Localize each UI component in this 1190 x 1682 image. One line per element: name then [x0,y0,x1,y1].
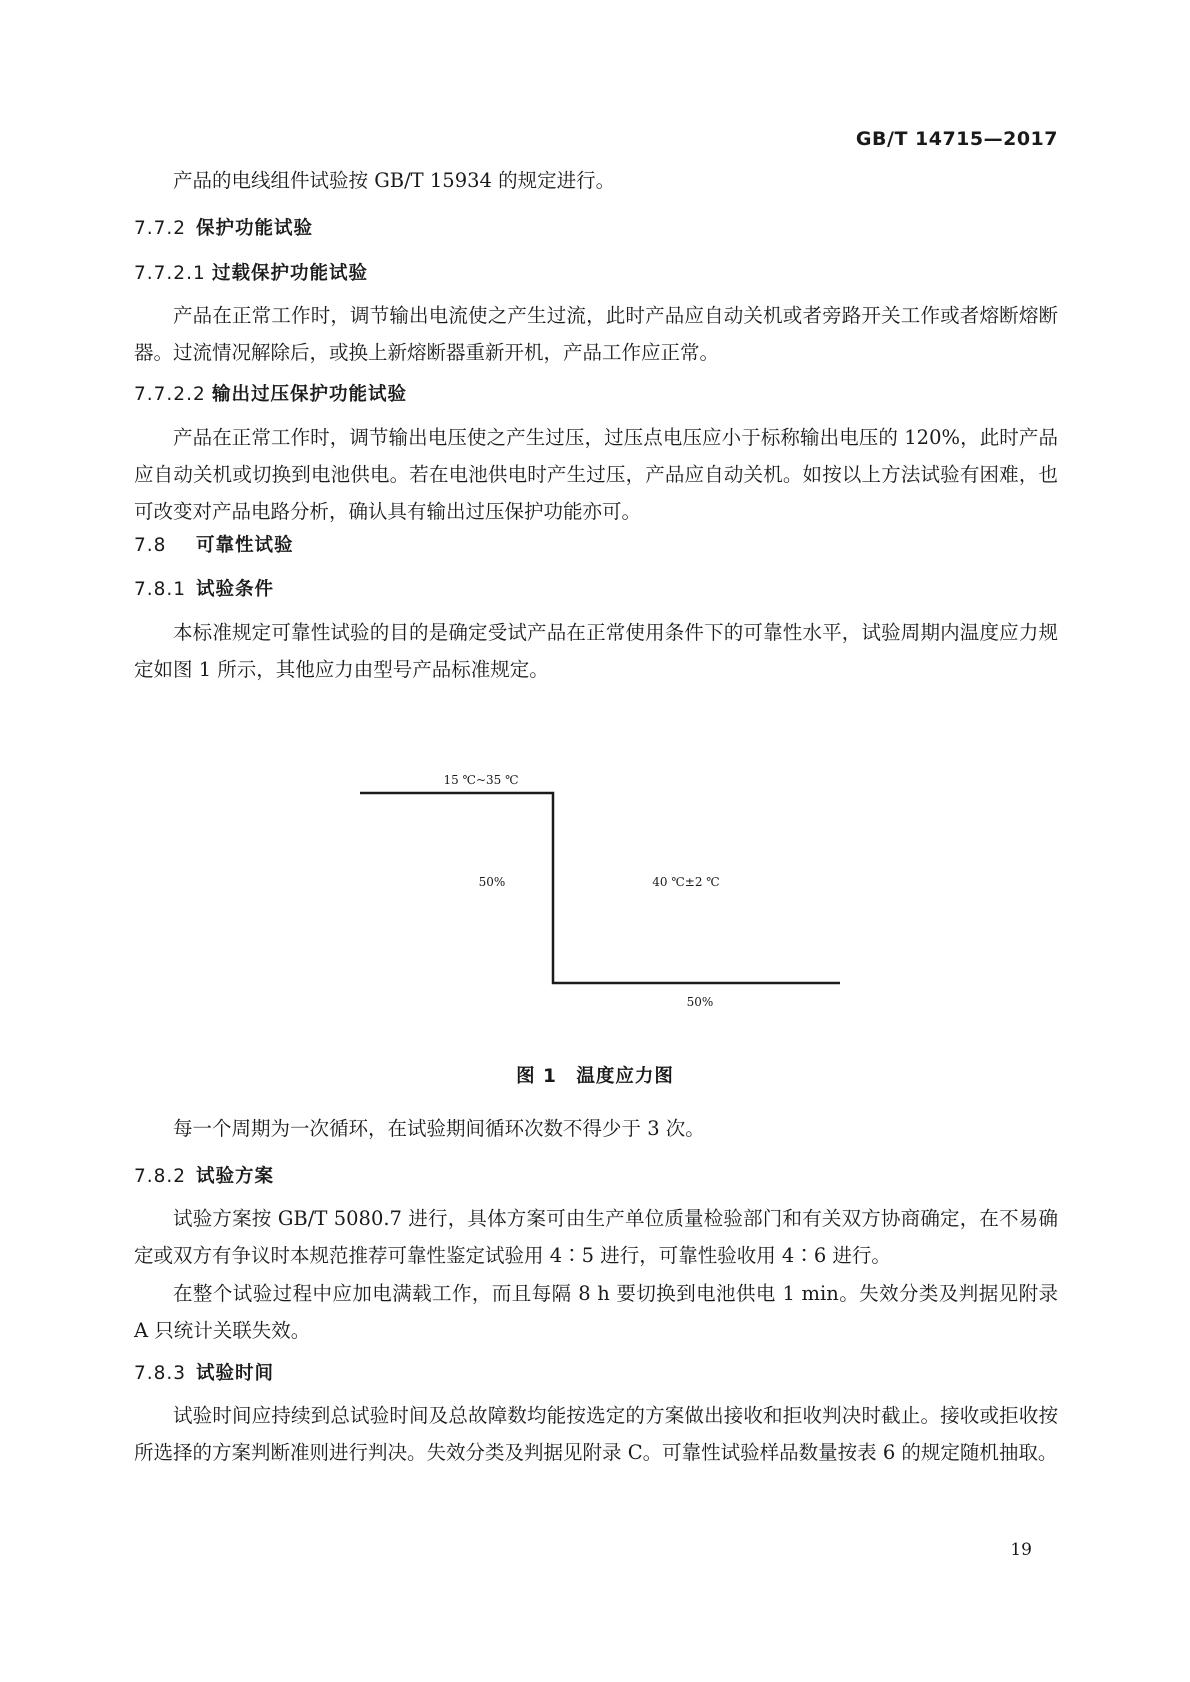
label-low-temperature: 40 ℃±2 ℃ [652,875,720,889]
section-title: 保护功能试验 [196,218,314,239]
section-number: 7.8.3 [134,1363,187,1384]
temperature-profile-line [360,793,840,983]
paragraph-7-7-2-2: 产品在正常工作时，调节输出电压使之产生过压，过压点电压应小于标称输出电压的 120%，此时产品应自动关机或切换到电池供电。若在电池供电时产生过压，产品应自动关机。如按以上方法试验有困难，也可改变对产品电路分析，确认具有输出过压保护功能亦可。 [134,426,1058,523]
heading-7-8 [134,531,294,557]
heading-7-8-1 [134,575,274,601]
paragraph-7-8-1: 本标准规定可靠性试验的目的是确定受试产品在正常使用条件下的可靠性水平，试验周期内温度应力规定如图 1 所示，其他应力由型号产品标准规定。 [134,621,1058,681]
paragraph-7-8-2-b: 在整个试验过程中应加电满载工作，而且每隔 8 h 要切换到电池供电 1 min。失效分类及判据见附录 A 只统计关联失效。 [134,1282,1058,1342]
paragraph-7-8-2-a: 试验方案按 GB/T 5080.7 进行，具体方案可由生产单位质量检验部门和有关双方协商确定，在不易确定或双方有争议时本规范推荐可靠性鉴定试验用 4∶5 进行，可靠性验收用 4∶6 进行。 [134,1207,1058,1267]
figure-caption: 图 1 温度应力图 [516,1066,674,1087]
section-title: 试验条件 [196,579,275,600]
temperature-stress-diagram [0,740,1190,1040]
section-number: 7.8 [134,535,167,556]
page-number: 19 [1010,1540,1032,1560]
section-title: 可靠性试验 [196,535,294,556]
section-number: 7.8.1 [134,579,187,600]
heading-7-8-3 [134,1359,274,1385]
section-number: 7.7.2 [134,218,187,239]
figure-temperature-stress [0,740,1190,1040]
paragraph-7-8-3: 试验时间应持续到总试验时间及总故障数均能按选定的方案做出接收和拒收判决时截止。接收或拒收按所选择的方案判断准则进行判决。失效分类及判据见附录 C。可靠性试验样品数量按表 6 的规定随机抽取。 [134,1404,1058,1464]
section-title: 输出过压保护功能试验 [212,384,408,405]
heading-7-7-2 [134,214,313,240]
paragraph-7-7-2-1: 产品在正常工作时，调节输出电流使之产生过流，此时产品应自动关机或者旁路开关工作或者熔断熔断器。过流情况解除后，或换上新熔断器重新开机，产品工作应正常。 [134,304,1058,364]
heading-7-8-2 [134,1162,274,1188]
section-number: 7.7.2.2 [134,384,206,405]
heading-7-7-2-2 [134,380,407,406]
label-high-duration: 50% [478,875,506,889]
heading-7-7-2-1 [134,259,368,285]
paragraph-intro: 产品的电线组件试验按 GB/T 15934 的规定进行。 [173,169,616,192]
standard-number: GB/T 14715—2017 [855,128,1058,150]
label-high-temperature: 15 ℃~35 ℃ [443,773,519,787]
section-title: 过载保护功能试验 [212,263,369,284]
section-title: 试验方案 [196,1166,275,1187]
label-low-duration: 50% [686,995,714,1009]
section-number: 7.8.2 [134,1166,187,1187]
section-title: 试验时间 [196,1363,275,1384]
section-number: 7.7.2.1 [134,263,206,284]
paragraph-cycle: 每一个周期为一次循环，在试验期间循环次数不得少于 3 次。 [173,1117,705,1140]
